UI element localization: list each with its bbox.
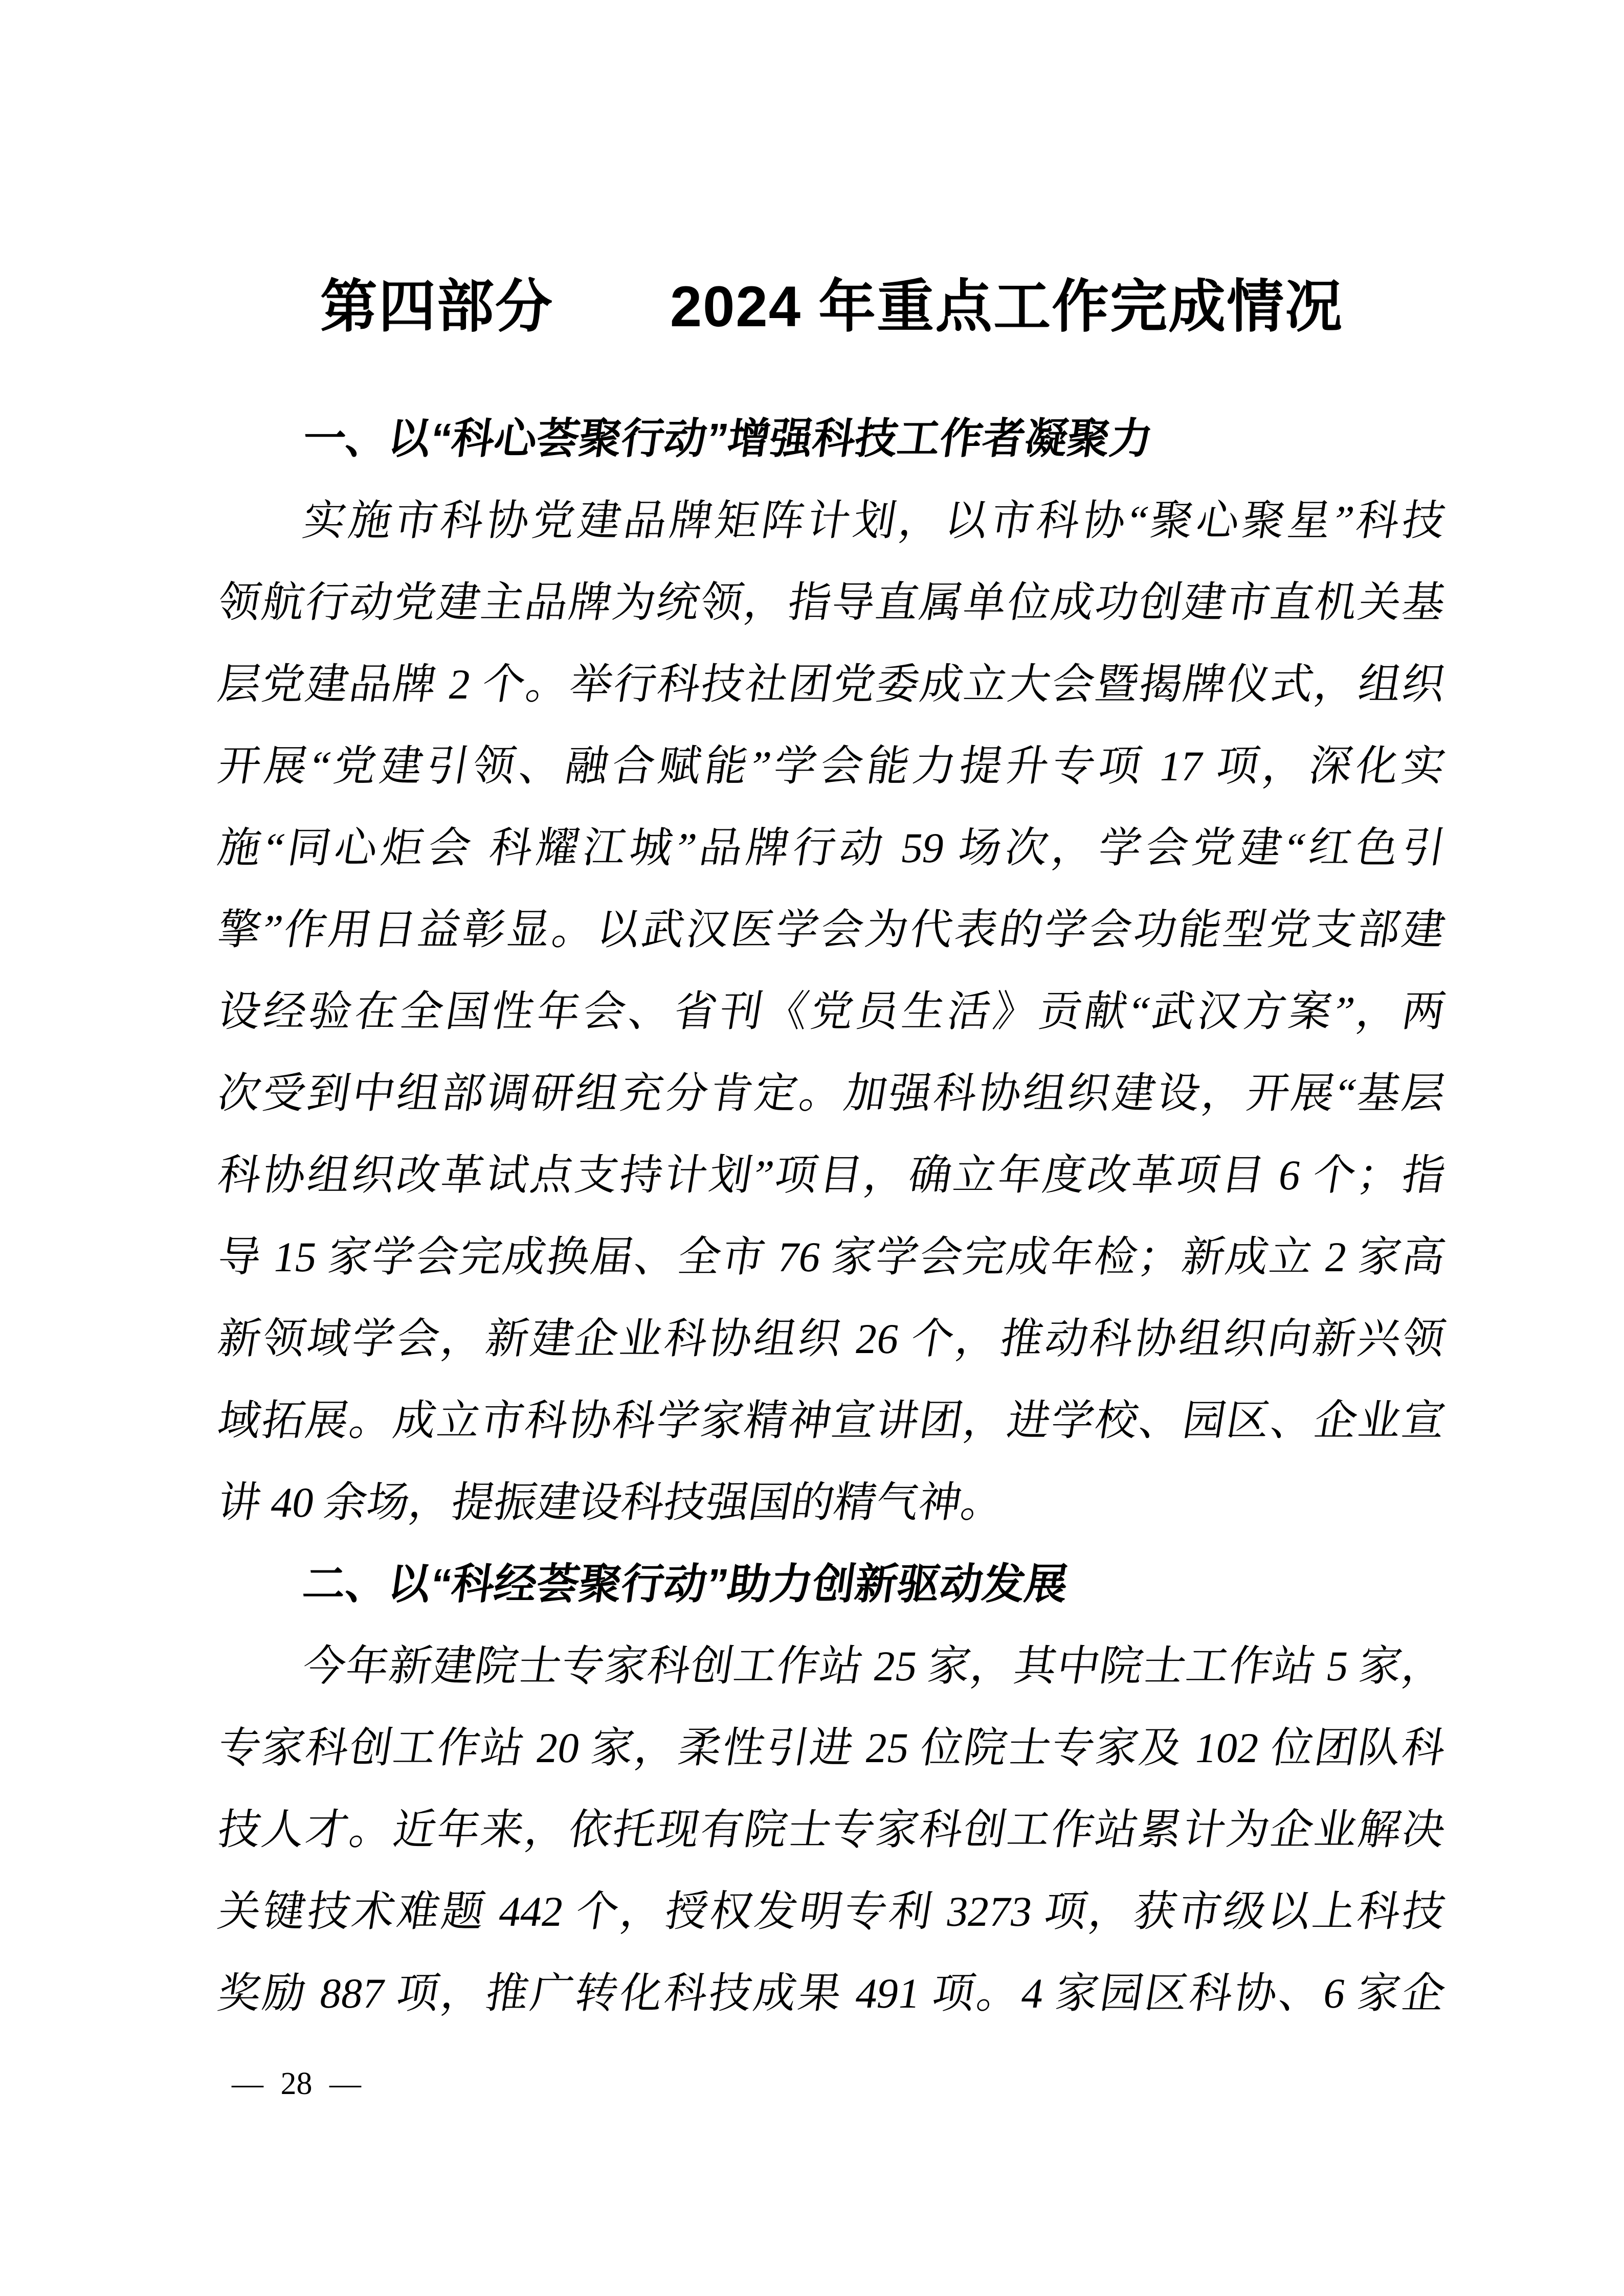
section-2 [214,1543,1449,2034]
page-content [0,258,1624,2104]
paragraph-line: 次受到中组部调研组充分肯定。加强科协组织建设，开展“基层 [214,1070,1449,1117]
paragraph-line: 域拓展。成立市科协科学家精神宣讲团，进学校、园区、企业宣 [214,1397,1449,1444]
page-number: — 28 — [232,2066,361,2101]
paragraph-line: 擎”作用日益彰显。以武汉医学会为代表的学会功能型党支部建 [214,906,1449,953]
paragraph-line: 导 15 家学会完成换届、全市 76 家学会完成年检；新成立 2 家高 [214,1233,1449,1280]
page-title: 第四部分 2024 年重点工作完成情况 [320,275,1344,339]
paragraph-line: 设经验在全国性年会、省刊《党员生活》贡献“武汉方案”，两 [214,988,1449,1035]
paragraph-line: 层党建品牌 2 个。举行科技社团党委成立大会暨揭牌仪式，组织 [214,661,1449,708]
section-1-heading: 一、以“科心荟聚行动”增强科技工作者凝聚力 [300,415,1156,462]
section-1 [214,398,1449,1543]
paragraph-line: 施“同心炬会 科耀江城”品牌行动 59 场次，学会党建“红色引 [214,824,1449,871]
section-2-heading: 二、以“科经荟聚行动”助力创新驱动发展 [300,1560,1071,1608]
paragraph-line: 实施市科协党建品牌矩阵计划，以市科协“聚心聚星”科技 [299,497,1449,544]
paragraph-line: 专家科创工作站 20 家，柔性引进 25 位院士专家及 102 位团队科 [214,1724,1449,1771]
paragraph-line: 今年新建院士专家科创工作站 25 家，其中院士工作站 5 家， [299,1642,1449,1690]
section-1-paragraph [214,480,1449,1543]
paragraph-line: 技人才。近年来，依托现有院士专家科创工作站累计为企业解决 [214,1806,1449,1853]
section-2-paragraph [214,1625,1449,2034]
paragraph-line: 关键技术难题 442 个，授权发明专利 3273 项，获市级以上科技 [214,1888,1449,1935]
paragraph-line: 开展“党建引领、融合赋能”学会能力提升专项 17 项，深化实 [214,742,1449,790]
paragraph-line: 领航行动党建主品牌为统领，指导直属单位成功创建市直机关基 [214,579,1449,626]
paragraph-line: 科协组织改革试点支持计划”项目，确立年度改革项目 6 个；指 [214,1152,1449,1199]
paragraph-line: 讲 40 余场，提振建设科技强国的精气神。 [214,1479,1008,1526]
paragraph-line: 新领域学会，新建企业科协组织 26 个，推动科协组织向新兴领 [214,1315,1449,1362]
paragraph-line: 奖励 887 项，推广转化科技成果 491 项。4 家园区科协、6 家企 [214,1970,1449,2017]
